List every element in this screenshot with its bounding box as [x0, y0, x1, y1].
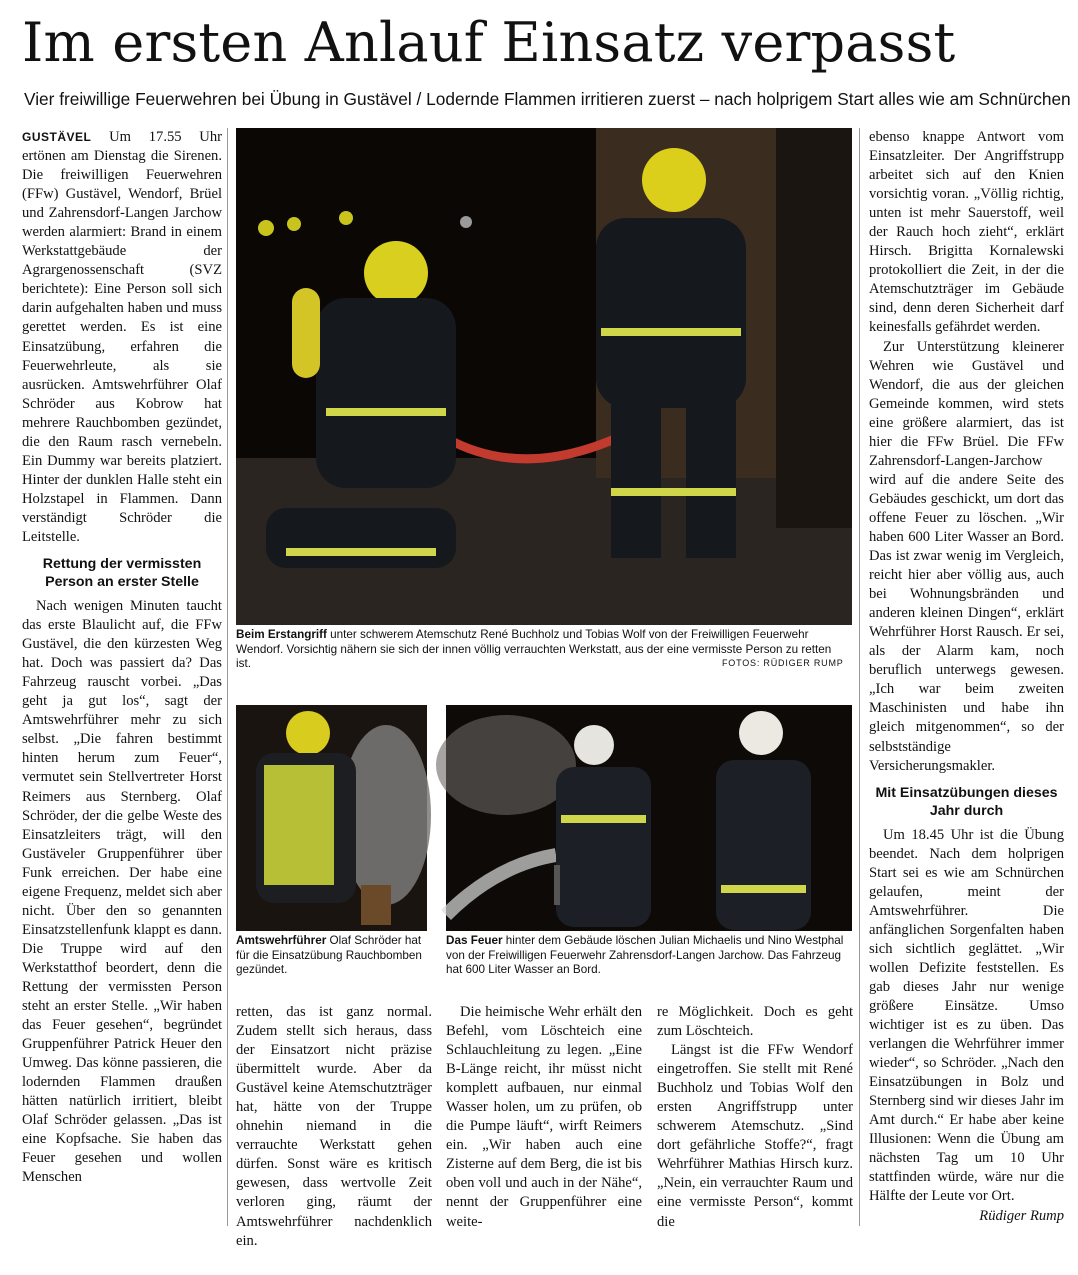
- body-paragraph: re Möglichkeit. Doch es geht zum Löschteich.: [657, 1004, 853, 1040]
- intro-paragraph: [22, 128, 222, 547]
- intro-text: Um 17.55 Uhr ertönen am Dienstag die Sirenen. Die freiwilligen Feuerwehren (FFw) Gustävel, Wendorf, Brüel und Zahrensdorf-Langen Jarchow werden alarmiert: Brand in einem Werkstattgebäude der Agrargenossenschaft (SVZ berichtete): Eine Person soll sich darin aufgehalten haben und muss gerettet werden. Es ist eine Einsatzübung, erfahren die Feuerwehrleute, als sie ausrücken. Amtswehrführer Olaf Schröder aus Kobrow hat mehrere Rauchbomben gezündet, die den Raum rasch vernebeln. Ein Dummy war bereits platziert. Hinter der dunklen Halle steht ein Holzstapel in Flammen. Dann verständigt Schröder die Leitstelle.: [22, 129, 222, 545]
- firefighters-image: [236, 128, 852, 625]
- main-photo-firefighters-hose: [236, 128, 852, 625]
- column-rule: [227, 128, 228, 1226]
- column-4: [657, 1003, 853, 1228]
- byline: Rüdiger Rump: [979, 1207, 1064, 1224]
- caption-lead: Das Feuer: [446, 934, 503, 947]
- caption-text: hinter dem Gebäude löschen Julian Michaelis und Nino Westphal von der Freiwilligen Feuerwehr Zahrensdorf-Langen Jarchow. Das Fahrzeug hat 600 Liter Wasser an Bord.: [446, 934, 844, 977]
- photo-credit: FOTOS: RÜDIGER RUMP: [722, 658, 844, 668]
- headline: Im ersten Anlauf Einsatz verpasst: [22, 11, 956, 74]
- body-paragraph: [869, 826, 1064, 1224]
- body-paragraph: Zur Unterstützung kleinerer Wehren wie Gustävel und Wendorf, die aus der gleichen Gemeinde kommen, wird stets eine größere alarmiert, das ist hier die FFw Brüel. Die FFw Zahrensdorf-Langen-Jarchow wird auf die andere Seite des Gebäudes geschickt, um dort das offene Feuer zu löschen. „Wir haben 600 Liter Wasser an Bord. Das ist zwar wenig im Vergleich, reicht hier aber völlig aus, auch bei Wohnungsbränden und anderen kleinen Dingen“, erklärt Wehrführer Horst Rausch. Er sei, als der Alarm kam, noch beruflich unterwegs gewesen. „Ich war beim zweiten Maschinisten und habe ihn gleich mitgenommen“, so der selbstständige Versicherungsmakler.: [869, 338, 1064, 774]
- body-paragraph: Nach wenigen Minuten taucht das erste Blaulicht auf, die FFw Gustävel, die den kürzesten Weg hat. Doch was passiert da? Das Fahrzeug rauscht vorbei. „Das geht ja gut los“, sagt der Amtswehrführer mehr zu sich selbst. „Die fahren bestimmt hinten herum zum Feuer“, vermutet sein Stellvertreter Horst Reimers aus Sternberg. Olaf Schröder, der die gelbe Weste des Einsatzleiters trägt, will den Gustäveler Gruppenführer über Funk erreichen. Der habe eine eigene Frequenz, meldet sich aber nicht. Über den so genannten Einsatzstellenfunk klappt es dann. Die Truppe wird auf den Werkstatthof beordert, denn die Rettung der vermissten Person steht an erster Stelle. „Wir haben das Feuer gesehen“, begründet Gruppenführer Patrick Heuer den Umweg. Das könne passieren, die lodernden Flammen draußen hätten natürlich irritiert, bleibt Olaf Schröder gelassen. „Das ist eine Kopfsache. Sie haben das Feuer gesehen und wollen Menschen: [22, 598, 222, 1186]
- column-3: [446, 1003, 642, 1228]
- dateline: GUSTÄVEL: [22, 130, 92, 144]
- subheadline: Vier freiwillige Feuerwehren bei Übung in Gustävel / Lodernde Flammen irritieren zuerst – nach holprigem Start alles wie am Schnürchen: [24, 89, 1071, 109]
- body-paragraph: ebenso knappe Antwort vom Einsatzleiter. Der Angriffstrupp arbeitet sich auf den Knien vorsichtig voran. „Völlig richtig, unten ist mehr Sauerstoff, weil der Rauch hoch zieht“, erklärt Hirsch. Brigitta Kornalewski protokolliert die Zeit, in der die Atemschutzträger im Gebäude sind, denn deren Sicherheit darf keinesfalls gefährdet werden.: [869, 129, 1064, 336]
- body-paragraph: Die heimische Wehr erhält den Befehl, vom Löschteich eine Schlauchleitung zu legen. „Eine B-Länge reicht, ihr müsst nicht komplett aufbauen, nur einmal Wasser holen, um zu prüfen, ob die Pumpe läuft“, wirft Reimers ein. „Wir haben auch eine Zisterne auf dem Berg, die ist bis oben voll und auch in der Nähe“, nennt der Gruppenführer eine weite-: [446, 1004, 642, 1230]
- column-1: [22, 128, 222, 1228]
- column-2: [236, 1003, 432, 1249]
- subhead-1: Rettung der vermissten Person an erster Stelle: [42, 556, 202, 591]
- right-photo-caption: [446, 934, 854, 978]
- caption-lead: Amtswehrführer: [236, 934, 327, 947]
- caption-text: unter schwerem Atemschutz René Buchholz und Tobias Wolf von der Freiwilligen Feuerwehr Wendorf. Vorsichtig nähern sie sich der innen völlig verrauchten Werkstatt, aus der eine vermisste Person zu retten ist.: [236, 628, 832, 671]
- smoke-bomb-image: [236, 705, 427, 931]
- left-photo-caption: [236, 934, 431, 978]
- photo-fire-extinguishing: [446, 705, 852, 931]
- column-rule: [859, 128, 860, 1226]
- body-paragraph: retten, das ist ganz normal. Zudem stellt sich heraus, dass der Einsatzort nicht präzise übermittelt wurde. Aber da Gustävel keine Atemschutzträger hat, hätte von der Truppe ohnehin niemand in die verrauchte Werkstatt gehen dürfen. Sonst wäre es kritisch gewesen, dass wertvolle Zeit verloren ging, räumt der Amtswehrführer nachdenklich ein.: [236, 1004, 432, 1249]
- extinguishing-image: [446, 705, 852, 931]
- closing-text: Um 18.45 Uhr ist die Übung beendet. Nach dem holprigen Start sei es wie am Schnürchen gelaufen, meint der Amtswehrführer. Die anfänglichen Sorgenfalten haben sich sichtlich geglättet. „Wir wollen Defizite feststellen. Es gab dieses Jahr nur wenige größere Einsätze. Umso wichtiger ist es zu üben. Das verlangen die Wehrführer immer wieder“, so Schröder. „Nach den Einsatzübungen in Bolz und Sternberg sind wir dieses Jahr im Amt durch.“ Er habe aber keine Illusionen: Wenn die Übung am nächsten Tag um 10 Uhr stattfinden würde, wäre nur die Hälfte der Leute vor Ort.: [869, 826, 1064, 1205]
- caption-text: Olaf Schröder hat für die Einsatzübung Rauchbomben gezündet.: [236, 934, 422, 977]
- photo-amtswehrfuehrer-smoke: [236, 705, 427, 931]
- subhead-2: Mit Einsatzübungen dieses Jahr durch: [875, 784, 1058, 819]
- column-5: [869, 128, 1064, 1228]
- caption-lead: Beim Erstangriff: [236, 628, 327, 641]
- body-paragraph: Längst ist die FFw Wendorf eingetroffen. Sie stellt mit René Buchholz und Tobias Wolf den ersten Angriffstrupp unter schwerem Atemschutz. „Sind dort gefährliche Stoffe?“, fragt Wehrführer Mathias Hirsch kurz. „Nein, ein verrauchter Raum und eine vermisste Person“, kommt die: [657, 1042, 853, 1230]
